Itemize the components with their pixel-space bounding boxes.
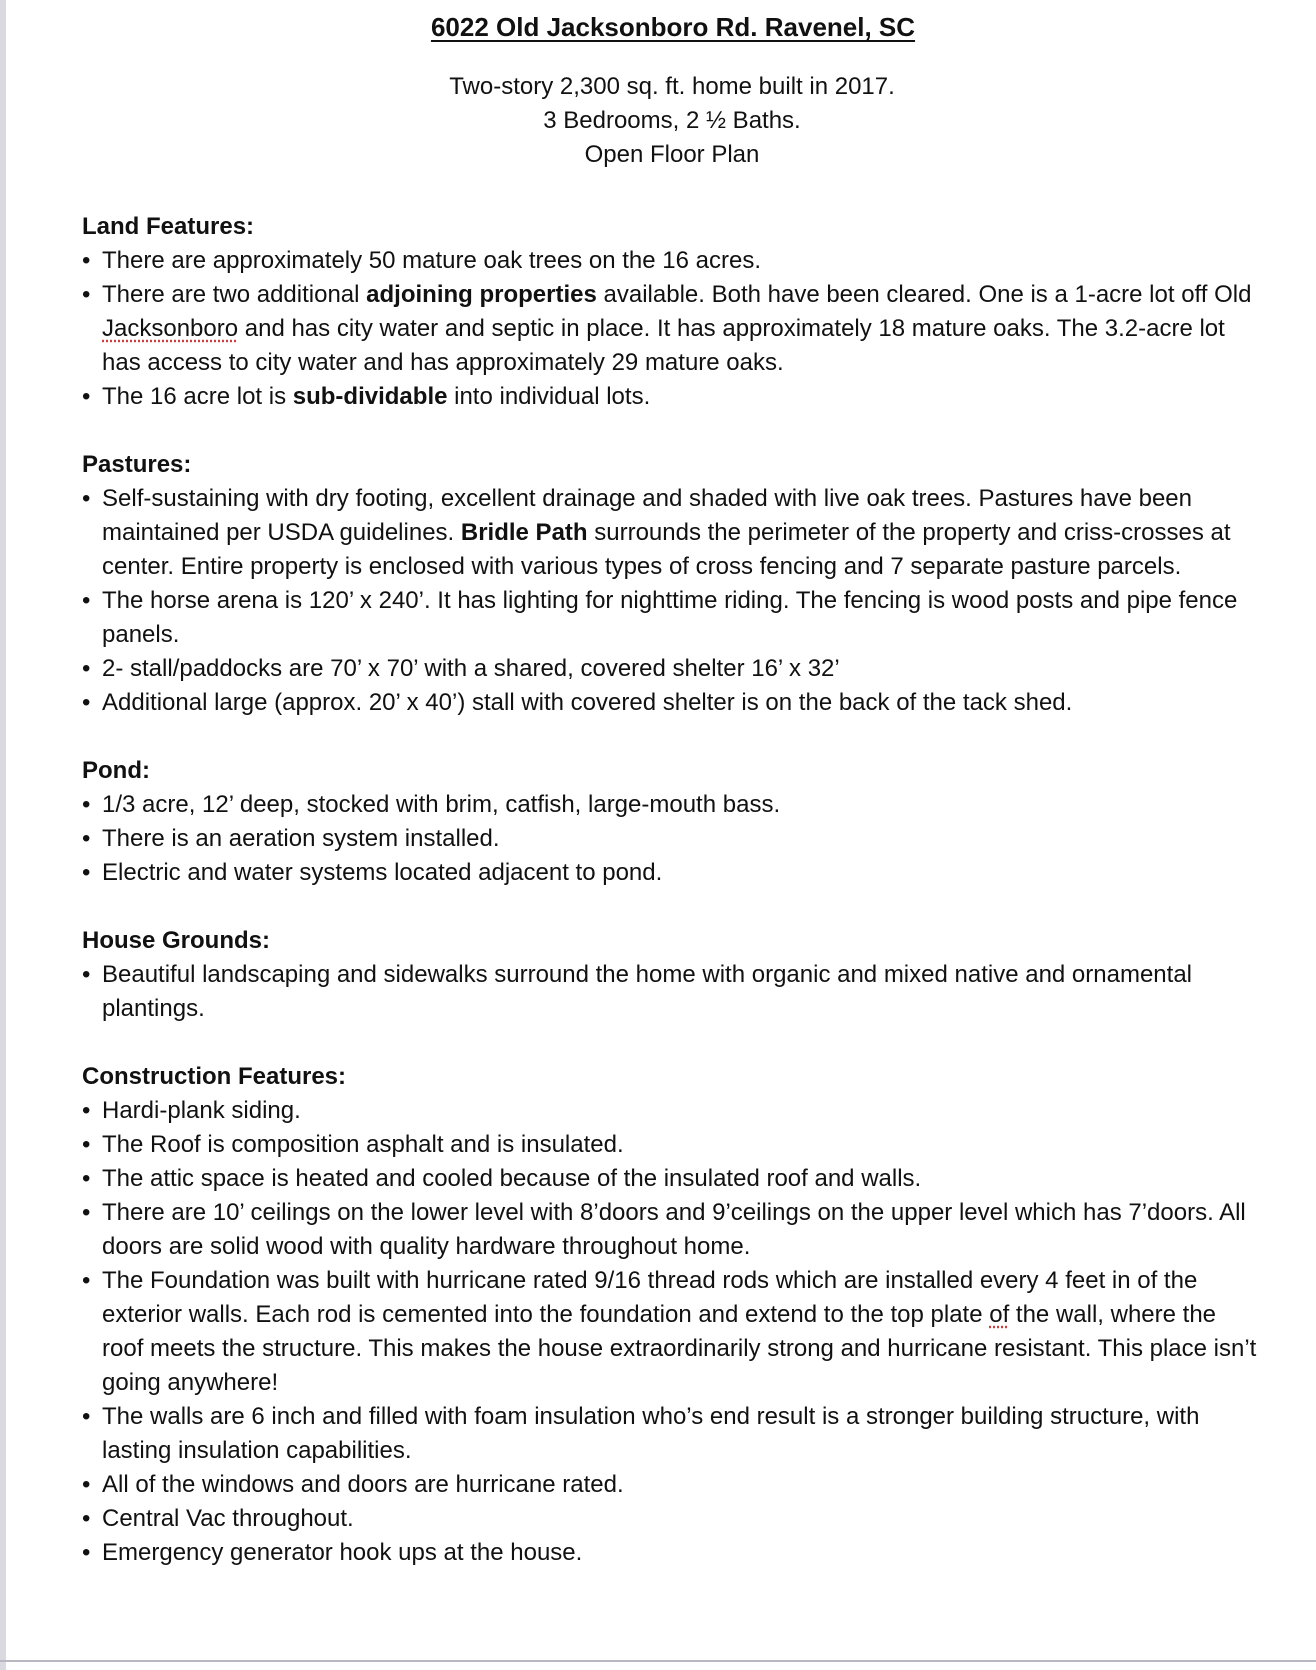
list-item xyxy=(82,244,1262,278)
bullet-list xyxy=(82,958,1262,1026)
section-heading: Construction Features: xyxy=(82,1063,347,1090)
list-item-text: surrounds the perimeter of the property and criss-crosses at center. Entire property is enclosed with various types of cross fencing and 7 separate pasture parcels. xyxy=(102,519,1231,580)
section-house-grounds xyxy=(82,924,1262,1026)
list-item xyxy=(82,652,1262,686)
document-page xyxy=(82,8,1262,1570)
section-pond xyxy=(82,754,1262,890)
home-summary xyxy=(82,70,1262,172)
section-heading: Pond: xyxy=(82,757,150,784)
list-item-text: There is an aeration system installed. xyxy=(102,825,500,852)
bullet-list xyxy=(82,244,1262,414)
summary-line-rooms: 3 Bedrooms, 2 ½ Baths. xyxy=(543,107,801,134)
list-item-text: and has city water and septic in place. It has approximately 18 mature oaks. The 3.2-acre lot has access to city water and has approximately 29 mature oaks. xyxy=(102,315,1225,376)
list-item-text: The attic space is heated and cooled because of the insulated roof and walls. xyxy=(102,1165,922,1192)
spellcheck-word: Jacksonboro xyxy=(102,315,239,342)
list-item-text: into individual lots. xyxy=(447,383,651,410)
list-item xyxy=(82,1468,1262,1502)
list-item-text: The Roof is composition asphalt and is insulated. xyxy=(102,1131,624,1158)
page-left-edge xyxy=(0,0,6,1670)
list-item-text: Self-sustaining with dry footing, excellent drainage and shaded with live oak trees. Pastures have been maintained per USDA guidelines. xyxy=(102,485,1192,546)
bullet-list xyxy=(82,482,1262,720)
list-item xyxy=(82,1162,1262,1196)
list-item-text: There are approximately 50 mature oak trees on the 16 acres. xyxy=(102,247,762,274)
list-item-text: The walls are 6 inch and filled with foam insulation who’s end result is a stronger building structure, with lasting insulation capabilities. xyxy=(102,1403,1200,1464)
list-item-text: Central Vac throughout. xyxy=(102,1505,354,1532)
document-title xyxy=(82,8,1262,46)
list-item-text: Additional large (approx. 20’ x 40’) stall with covered shelter is on the back of the tack shed. xyxy=(102,689,1073,716)
list-item-text: The Foundation was built with hurricane rated 9/16 thread rods which are installed every 4 feet in of the exterior walls. Each rod is cemented into the foundation and extend to the top plate xyxy=(102,1267,1198,1328)
list-item-text: The 16 acre lot is xyxy=(102,383,293,410)
list-item xyxy=(82,958,1262,1026)
list-item xyxy=(82,1264,1262,1400)
list-item xyxy=(82,1502,1262,1536)
section-land-features xyxy=(82,210,1262,414)
list-item-text: Emergency generator hook ups at the house. xyxy=(102,1539,583,1566)
document-title-text: 6022 Old Jacksonboro Rd. Ravenel, SC xyxy=(430,12,916,42)
list-item xyxy=(82,822,1262,856)
section-heading: Pastures: xyxy=(82,451,192,478)
bullet-list xyxy=(82,788,1262,890)
list-item xyxy=(82,380,1262,414)
bullet-list xyxy=(82,1094,1262,1570)
list-item xyxy=(82,856,1262,890)
section-pastures xyxy=(82,448,1262,720)
list-item-text: available. Both have been cleared. One is a 1-acre lot off Old xyxy=(596,281,1252,308)
list-item xyxy=(82,482,1262,584)
bold-phrase: Bridle Path xyxy=(460,519,588,546)
list-item xyxy=(82,1536,1262,1570)
list-item-text: 1/3 acre, 12’ deep, stocked with brim, catfish, large-mouth bass. xyxy=(102,791,781,818)
list-item xyxy=(82,686,1262,720)
list-item-text: There are two additional xyxy=(102,281,367,308)
list-item-text: Beautiful landscaping and sidewalks surround the home with organic and mixed native and ornamental plantings. xyxy=(102,961,1192,1022)
list-item-text: Hardi-plank siding. xyxy=(102,1097,301,1124)
bold-phrase: sub-dividable xyxy=(292,383,448,410)
section-heading: Land Features: xyxy=(82,213,255,240)
list-item xyxy=(82,278,1262,380)
list-item xyxy=(82,1094,1262,1128)
section-heading: House Grounds: xyxy=(82,927,271,954)
section-construction-features xyxy=(82,1060,1262,1570)
list-item xyxy=(82,1128,1262,1162)
list-item-text: the wall, where the roof meets the structure. This makes the house extraordinarily strong and hurricane resistant. This place isn’t going anywhere! xyxy=(102,1301,1257,1396)
spellcheck-word: of xyxy=(989,1301,1010,1328)
list-item-text: All of the windows and doors are hurricane rated. xyxy=(102,1471,624,1498)
list-item-text: There are 10’ ceilings on the lower level with 8’doors and 9’ceilings on the upper level which has 7’doors. All doors are solid wood with quality hardware throughout home. xyxy=(102,1199,1246,1260)
page-bottom-edge xyxy=(0,1660,1316,1662)
list-item xyxy=(82,584,1262,652)
list-item-text: 2- stall/paddocks are 70’ x 70’ with a shared, covered shelter 16’ x 32’ xyxy=(102,655,840,682)
list-item xyxy=(82,1196,1262,1264)
list-item-text: The horse arena is 120’ x 240’. It has lighting for nighttime riding. The fencing is wood posts and pipe fence panels. xyxy=(102,587,1238,648)
list-item xyxy=(82,1400,1262,1468)
list-item xyxy=(82,788,1262,822)
list-item-text: Electric and water systems located adjacent to pond. xyxy=(102,859,663,886)
summary-line-plan: Open Floor Plan xyxy=(584,141,760,168)
summary-line-size: Two-story 2,300 sq. ft. home built in 2017. xyxy=(449,73,895,100)
bold-phrase: adjoining properties xyxy=(366,281,597,308)
